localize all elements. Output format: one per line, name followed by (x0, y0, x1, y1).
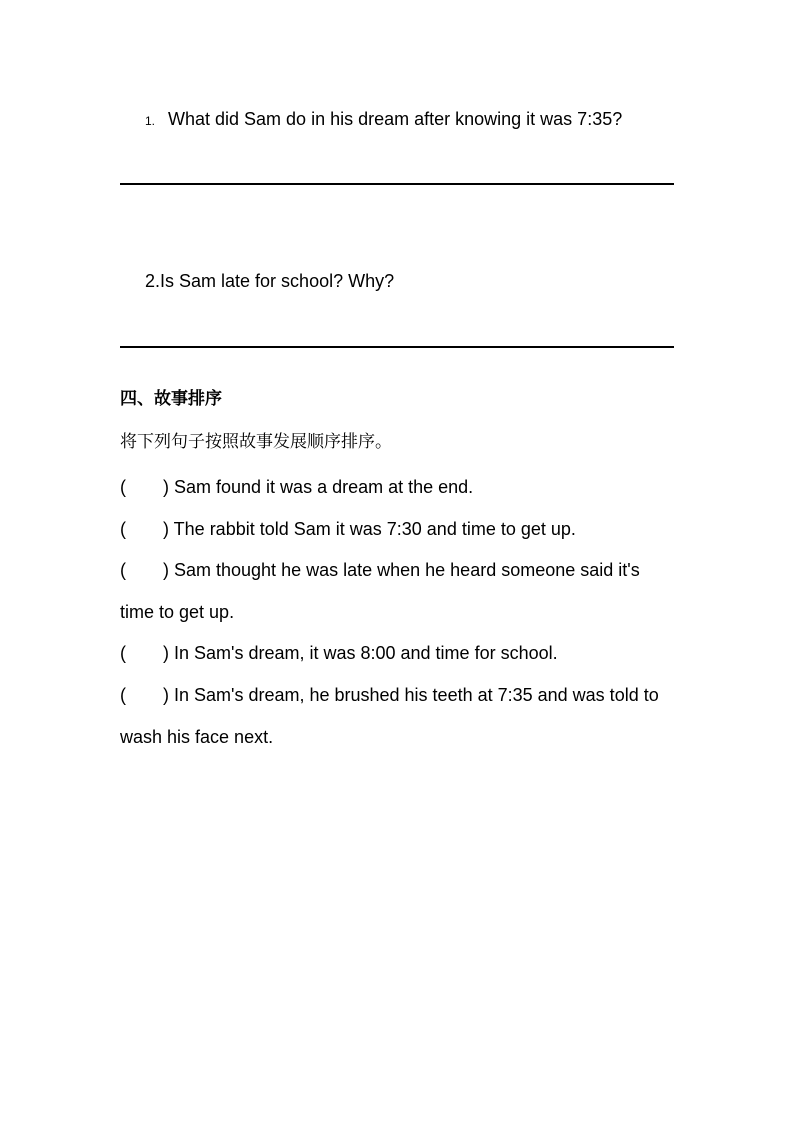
ordering-item-text: ) The rabbit told Sam it was 7:30 and time to get up. (163, 519, 576, 539)
answer-bracket: ( (120, 643, 126, 663)
section-instruction: 将下列句子按照故事发展顺序排序。 (120, 432, 392, 452)
ordering-item-text: ) In Sam's dream, he brushed his teeth at 7:35 and was told to (163, 685, 659, 705)
question-1 (145, 107, 622, 133)
ordering-item-4 (120, 641, 558, 665)
answer-bracket: ( (120, 477, 126, 497)
answer-line-1 (120, 183, 674, 185)
answer-line-2 (120, 346, 674, 348)
ordering-item-3-continuation: time to get up. (120, 602, 235, 622)
ordering-item-text: ) Sam found it was a dream at the end. (163, 477, 474, 497)
ordering-item-1 (120, 475, 473, 499)
section-heading: 四、故事排序 (120, 389, 222, 409)
ordering-item-5-continuation: wash his face next. (120, 727, 274, 747)
ordering-item-3 (120, 558, 640, 582)
ordering-item-text: ) Sam thought he was late when he heard someone said it's (163, 560, 640, 580)
ordering-item-5 (120, 683, 659, 707)
question-2-text: 2.Is Sam late for school? Why? (145, 271, 395, 291)
question-2 (145, 269, 394, 293)
question-1-number: 1. (145, 114, 156, 128)
answer-bracket: ( (120, 519, 126, 539)
question-1-text: What did Sam do in his dream after knowing it was 7:35? (168, 109, 623, 129)
answer-bracket: ( (120, 685, 126, 705)
ordering-item-text: ) In Sam's dream, it was 8:00 and time for school. (163, 643, 558, 663)
answer-bracket: ( (120, 560, 126, 580)
ordering-item-2 (120, 517, 576, 541)
